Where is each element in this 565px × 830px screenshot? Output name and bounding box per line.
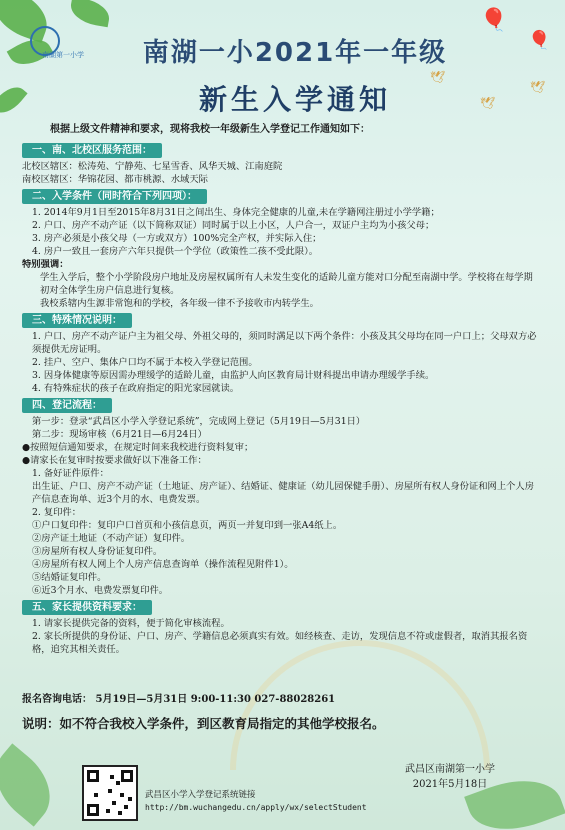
bird-icon: 🕊 — [530, 80, 546, 94]
special-case-item: 2. 挂户、空户、集体户口均不属于本校入学登记范围。 — [32, 357, 258, 368]
eligibility-note: 说明：如不符合我校入学条件，到区教育局指定的其他学校报名。 — [22, 716, 385, 731]
service-area-south: 南校区辖区：华锦花园、都市桃源、水域天际 — [22, 174, 208, 185]
intro-text: 根据上级文件精神和要求，现将我校一年级新生入学登记工作通知如下： — [50, 124, 370, 135]
contact-phone: 报名咨询电话： 5月19日—5月31日 9:00-11:30 027-88028261 — [22, 694, 336, 705]
copy-item: ④房屋所有权人网上个人房产信息查询单（操作流程见附件1）。 — [32, 559, 294, 570]
copy-item: ③房屋所有权人身份证复印件。 — [32, 546, 163, 557]
process-bullet: ●按照短信通知要求，在规定时间来我校进行资料复审； — [22, 442, 254, 453]
requirement-item: 1. 请家长提供完备的资料，便于简化审核流程。 — [32, 618, 230, 629]
title-line-2: 新生入学通知 — [198, 83, 391, 116]
special-emphasis-text: 学生入学后，整个小学阶段房户地址及房屋权属所有人未发生变化的适龄儿童方能对口分配至南湖中学。学校将在每学期初对全体学生房户信息进行复核。 — [40, 272, 533, 296]
special-case-item: 3. 因身体健康等原因需办理缓学的适龄儿童，由监护人向区教育局计财科提出申请办理缓学手续。 — [32, 370, 435, 381]
logo-text: 南湖第一小学 — [42, 51, 84, 59]
copy-item: ⑤结婚证复印件。 — [32, 572, 107, 583]
requirement-item: 2. 家长所提供的身份证、户口、房产、学籍信息必须真实有效。如经核查、走访，发现信息不符或虚假者，取消其报名资格，追究其相关责任。 — [32, 631, 528, 655]
bird-icon: 🕊 — [480, 96, 496, 110]
signature — [405, 760, 495, 790]
special-emphasis-label: 特别强调： — [22, 259, 69, 270]
section-heading-special-cases: 三、特殊情况说明： — [22, 313, 132, 328]
copy-item: ②房产证土地证（不动产证）复印件。 — [32, 533, 191, 544]
special-case-item: 1. 户口、房产不动产证户主为祖父母、外祖父母的，须同时满足以下两个条件：小孩及其父母均在同一户口上；父母双方必须提供无房证明。 — [32, 331, 537, 355]
bird-icon: 🕊 — [430, 70, 446, 84]
process-bullet: ●请家长在复审时按要求做好以下准备工作： — [22, 455, 207, 466]
school-logo — [30, 24, 100, 64]
condition-item: 4. 房户一致且一套房产六年只提供一个学位（政策性二孩不受此限）。 — [32, 246, 319, 257]
section-heading-service-area: 一、南、北校区服务范围： — [22, 143, 162, 158]
special-emphasis-text: 我校系辖内生源非常饱和的学校，各年级一律不予接收市内转学生。 — [40, 298, 319, 309]
qr-code-icon[interactable] — [82, 765, 138, 821]
registration-link-url[interactable]: http://bm.wuchangedu.cn/apply/wx/selectStudent — [145, 803, 367, 812]
notice-date: 2021年5月18日 — [412, 779, 488, 790]
service-area-north: 北校区辖区：松涛苑、宁静苑、七星雪香、风华天城、江南庭院 — [22, 161, 283, 172]
special-case-item: 4. 有特殊症状的孩子在政府指定的阳光家园就读。 — [32, 383, 240, 394]
title-line-1: 南湖一小2021年一年级 — [142, 38, 448, 68]
condition-item: 2. 户口、房产不动产证（以下简称双证）同时属于以上小区，人户合一，双证户主均为小孩父母； — [32, 220, 435, 231]
copy-item: ①户口复印件：复印户口首页和小孩信息页，两页一并复印到一张A4纸上。 — [32, 520, 343, 531]
condition-item: 3. 房产必须是小孩父母（一方或双方）100%完全产权，并实际入住； — [32, 233, 322, 244]
process-step: 第一步：登录“武昌区小学入学登记系统”，完成网上登记（5月19日—5月31日） — [32, 416, 366, 427]
school-name: 武昌区南湖第一小学 — [405, 764, 495, 775]
process-step: 第二步：现场审核（6月21日—6月24日） — [32, 429, 207, 440]
process-subitem: 1. 备好证件原件： — [32, 468, 109, 479]
condition-item: 1. 2014年9月1日至2015年8月31日之间出生、身体完全健康的儿童,未在学籍网注册过小学学籍； — [32, 207, 440, 218]
process-documents: 出生证、户口、房产不动产证（土地证、房产证）、结婚证、健康证（幼儿园保健手册）、房屋所有权人身份证和网上个人房产信息查询单、近3个月的水、电费发票。 — [32, 481, 535, 505]
copy-item: ⑥近3个月水、电费发票复印件。 — [32, 585, 169, 596]
notice-body — [22, 123, 542, 656]
registration-link-label: 武昌区小学入学登记系统链接 — [145, 790, 256, 800]
balloon-icon: 🎈 — [480, 8, 508, 33]
balloon-icon: 🎈 — [528, 30, 551, 51]
process-subitem: 2. 复印件： — [32, 507, 82, 518]
section-heading-process: 四、登记流程： — [22, 398, 112, 413]
section-heading-parent-requirements: 五、家长提供资料要求： — [22, 600, 152, 615]
section-heading-conditions: 二、入学条件（同时符合下列四项）： — [22, 189, 207, 204]
